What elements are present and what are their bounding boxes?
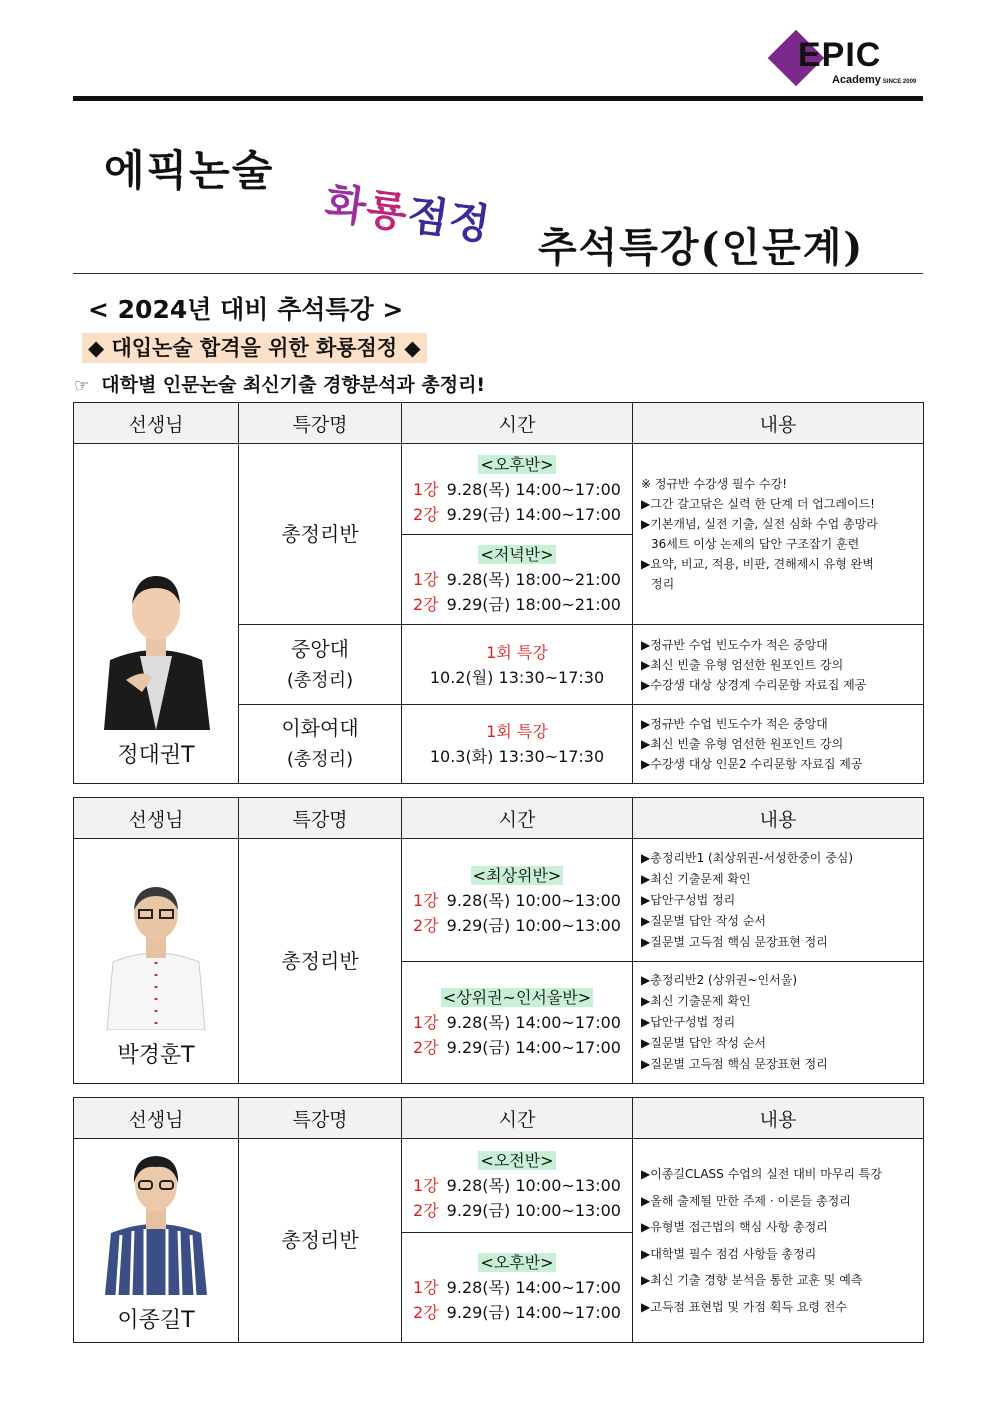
epic-academy-logo xyxy=(770,30,920,90)
title-event: 추석특강(인문계) xyxy=(538,224,865,271)
logo-sub: Academy SINCE 2009 xyxy=(832,74,917,86)
schedule-table-3 xyxy=(73,1097,924,1343)
course-cell: 총정리반 xyxy=(239,1139,402,1343)
time-cell: <상위권~인서울반> 1강 9.28(목) 14:00~17:00 2강 9.29(금) 14:00~17:00 xyxy=(402,962,633,1084)
header-teacher: 선생님 xyxy=(74,798,239,839)
special-label: 1회 특강 xyxy=(486,722,548,741)
logo-word: EPIC xyxy=(798,36,882,74)
time-cell: 1회 특강 10.2(월) 13:30~17:30 xyxy=(402,625,633,705)
header-course: 특강명 xyxy=(239,1098,402,1139)
highlight-banner: ◆ 대입논술 합격을 위한 화룡점정 ◆ xyxy=(82,333,427,363)
content-cell: ※ 정규반 수강생 필수 수강! ▶그간 갈고닦은 실력 한 단계 더 업그레이드! ▶기본개념, 실전 기출, 실전 심화 수업 총망라 36세트 이상 논제의 답안 구조잡기 훈련 ▶요약, 비교, 적용, 비판, 견해제시 유형 완벽 정리 xyxy=(633,444,924,625)
class-badge: <최상위반> xyxy=(472,865,562,885)
teacher-name: 박경훈T xyxy=(117,1043,195,1068)
title-academy: 에픽논술 xyxy=(104,146,275,195)
time-cell: <오전반> 1강 9.28(목) 10:00~13:00 2강 9.29(금) 10:00~13:00 xyxy=(402,1139,633,1233)
teacher-cell xyxy=(74,839,239,1084)
header-time: 시간 xyxy=(402,798,633,839)
header-teacher: 선생님 xyxy=(74,1098,239,1139)
header-content: 내용 xyxy=(633,798,924,839)
pointing-hand-icon: ☞ xyxy=(74,376,90,396)
class-badge: <상위권~인서울반> xyxy=(442,988,592,1007)
content-cell: ▶정규반 수업 빈도수가 적은 중앙대 ▶최신 빈출 유형 엄선한 원포인트 강의 ▶수강생 대상 인문2 수리문항 자료집 제공 xyxy=(633,705,924,784)
table-row xyxy=(74,1139,924,1233)
class-badge: <오후반> xyxy=(480,454,554,474)
teacher-name: 이종길T xyxy=(117,1308,195,1333)
schedule-table-1 xyxy=(73,402,924,784)
teacher-cell xyxy=(74,444,239,784)
title-rule xyxy=(73,273,923,274)
course-cell: 이화여대 (총정리) xyxy=(239,705,402,784)
header-content: 내용 xyxy=(633,1098,924,1139)
table-row xyxy=(74,444,924,535)
content-cell: ▶이종길CLASS 수업의 실전 대비 마무리 특강 ▶올해 출제될 만한 주제 · 이론들 총정리 ▶유형별 접근법의 핵심 사항 총정리 ▶대학별 필수 점검 사항들 총정리 ▶최신 기출 경향 분석을 통한 교훈 및 예측 ▶고득점 표현법 및 가점 획득 요령 전수 xyxy=(633,1139,924,1343)
time-cell: <오후반> 1강 9.28(목) 14:00~17:00 2강 9.29(금) 14:00~17:00 xyxy=(402,444,633,535)
content-cell: ▶총정리반1 (최상위권-서성한중이 중심) ▶최신 기출문제 확인 ▶답안구성법 정리 ▶질문별 답안 작성 순서 ▶질문별 고득점 핵심 문장표현 정리 xyxy=(633,839,924,962)
course-cell: 총정리반 xyxy=(239,444,402,625)
table-header-row xyxy=(74,798,924,839)
teacher-photo xyxy=(96,560,216,730)
time-cell: <오후반> 1강 9.28(목) 14:00~17:00 2강 9.29(금) 14:00~17:00 xyxy=(402,1233,633,1343)
subline: ☞ 대학별 인문논술 최신기출 경향분석과 총정리! xyxy=(74,374,486,396)
course-cell: 중앙대 (총정리) xyxy=(239,625,402,705)
time-cell: 1회 특강 10.3(화) 13:30~17:30 xyxy=(402,705,633,784)
header-rule xyxy=(73,96,923,101)
teacher-photo xyxy=(101,1145,211,1295)
class-badge: <오후반> xyxy=(480,1253,554,1272)
headline: < 2024년 대비 추석특강 > xyxy=(88,295,404,324)
header-course: 특강명 xyxy=(239,798,402,839)
schedule-table-2 xyxy=(73,797,924,1084)
table-row xyxy=(74,839,924,962)
header-course: 특강명 xyxy=(239,403,402,444)
header-content: 내용 xyxy=(633,403,924,444)
time-cell: <저녁반> 1강 9.28(목) 18:00~21:00 2강 9.29(금) 18:00~21:00 xyxy=(402,535,633,625)
table-header-row xyxy=(74,403,924,444)
class-badge: <저녁반> xyxy=(480,545,554,564)
time-cell: <최상위반> 1강 9.28(목) 10:00~13:00 2강 9.29(금) 10:00~13:00 xyxy=(402,839,633,962)
special-label: 1회 특강 xyxy=(486,642,548,662)
teacher-name: 정대권T xyxy=(117,743,195,768)
teacher-cell xyxy=(74,1139,239,1343)
class-badge: <오전반> xyxy=(480,1151,554,1170)
table-header-row xyxy=(74,1098,924,1139)
content-cell: ▶총정리반2 (상위권~인서울) ▶최신 기출문제 확인 ▶답안구성법 정리 ▶질문별 답안 작성 순서 ▶질문별 고득점 핵심 문장표현 정리 xyxy=(633,962,924,1084)
content-cell: ▶정규반 수업 빈도수가 적은 중앙대 ▶최신 빈출 유형 엄선한 원포인트 강의 ▶수강생 대상 상경계 수리문항 자료집 제공 xyxy=(633,625,924,705)
title-slogan: 화룡점정 xyxy=(322,177,494,250)
teacher-photo xyxy=(101,870,211,1030)
course-cell: 총정리반 xyxy=(239,839,402,1084)
header-time: 시간 xyxy=(402,1098,633,1139)
header-time: 시간 xyxy=(402,403,633,444)
header-teacher: 선생님 xyxy=(74,403,239,444)
